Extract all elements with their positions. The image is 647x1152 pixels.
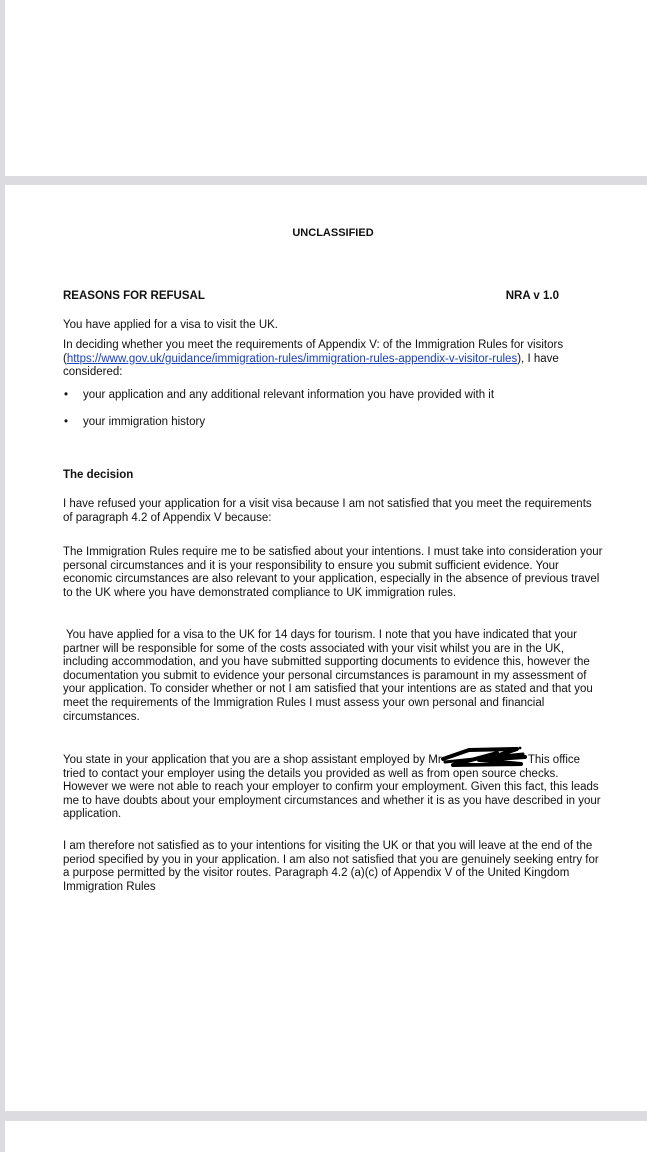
decision-text: I have refused your application for a visit visa because I am not satisfied that you meet the requirements of paragraph 4.2 of Appendix V because: (63, 498, 592, 524)
employment-prefix: You state in your application that you are a shop assistant employed by Mr (63, 754, 442, 766)
bullet-icon: • (64, 416, 69, 428)
document-page (5, 185, 647, 1111)
considering-suffix: ), I have considered: (63, 352, 559, 379)
intentions-paragraph: The Immigration Rules require me to be satisfied about your intentions. I must take into consideration your personal circumstances and it is your responsibility to ensure you submit sufficient evidence. Your economic circumstances are also relevant to your application, especially in the absence of previous travel to the UK where you have demonstrated compliance to UK immigration rules. (63, 546, 603, 599)
list-item-text: your application and any additional relevant information you have provided with it (83, 389, 495, 401)
list-item-text: your immigration history (83, 416, 206, 428)
immigration-rules-link[interactable]: https://www.gov.uk/guidance/immigration-rules/immigration-rules-appendix-v-visitor-rules (66, 352, 518, 365)
considering-paragraph (63, 339, 603, 380)
tourism-paragraph: You have applied for a visa to the UK for 14 days for tourism. I note that you have indicated that your partner will be responsible for some of the costs associated with your visit whilst you are in the UK, including accommodation, and you have submitted supporting documents to evidence this, however the documentation you submit to evidence your personal circumstances is paramount in my assessment of your application. To consider whether or not I am satisfied that your intentions are as stated and that you meet the requirements of the Immigration Rules I must assess your own personal and financial circumstances. (63, 629, 593, 723)
previous-page (5, 0, 647, 176)
classification-marking: UNCLASSIFIED (292, 227, 374, 239)
intro-text: You have applied for a visa to visit the UK. (63, 319, 279, 331)
heading-row (63, 290, 603, 304)
document-reference: NRA v 1.0 (505, 290, 559, 302)
decision-title: The decision (63, 469, 134, 481)
next-page (5, 1121, 647, 1152)
redaction-mark (445, 753, 525, 764)
bullet-icon: • (64, 389, 69, 401)
employment-paragraph (63, 753, 603, 822)
employment-suffix: This office tried to contact your employer using the details you provided as well as from open source checks. However we were not able to reach your employer to confirm your employment. Given this fact, this leads me to have doubts about your employment circumstances and whether it is as you have described in your application. (63, 754, 601, 821)
document-heading: REASONS FOR REFUSAL (63, 290, 205, 302)
redaction-scribble (439, 745, 533, 769)
considering-prefix: In deciding whether you meet the requirements of Appendix V: of the Immigration Rules for visitors ( (63, 339, 564, 365)
conclusion-paragraph: I am therefore not satisfied as to your intentions for visiting the UK or that you will leave at the end of the period specified by you in your application. I am also not satisfied that you are genuinely seeking entry for a purpose permitted by the visitor routes. Paragraph 4.2 (a)(c) of Appendix V of the United Kingdom Immigration Rules (63, 840, 599, 893)
